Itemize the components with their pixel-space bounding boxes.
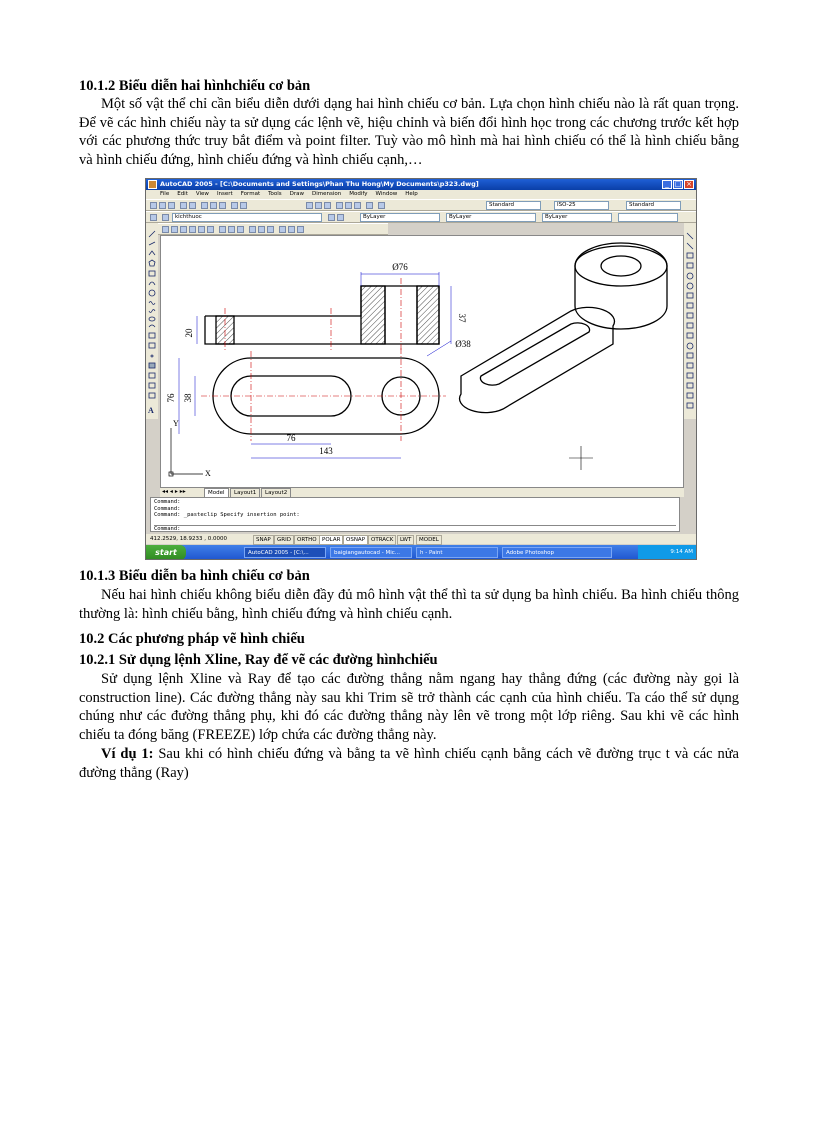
menu-help[interactable]: Help [405, 191, 418, 197]
dim-143: 143 [319, 446, 333, 456]
open-icon[interactable] [159, 202, 166, 209]
command-line: Command: [154, 505, 181, 512]
polar-toggle[interactable]: POLAR [319, 535, 343, 545]
tool-palette-icon[interactable] [354, 202, 361, 209]
snap-toggle[interactable]: SNAP [253, 535, 274, 545]
dim-text-edit-icon[interactable] [288, 226, 295, 233]
draw-tool-icons[interactable] [146, 223, 158, 419]
menu-edit[interactable]: Edit [177, 191, 188, 197]
aligned-dim-icon[interactable] [171, 226, 178, 233]
dim-edit-icon[interactable] [279, 226, 286, 233]
dim-20: 20 [184, 328, 194, 338]
ucs-y-label: Y [173, 419, 179, 428]
design-center-icon[interactable] [345, 202, 352, 209]
taskbar-autocad[interactable]: AutoCAD 2005 - [C:\... [244, 547, 326, 558]
system-tray [638, 545, 696, 560]
ucs-x-label: X [205, 469, 211, 478]
menu-draw[interactable]: Draw [289, 191, 305, 197]
tab-nav-arrows-icon[interactable]: ◂◂ ◂ ▸ ▸▸ [162, 488, 186, 495]
coordinates-readout: 412.2529, 18.9233 , 0.0000 [150, 536, 227, 542]
dim-38-left: 38 [183, 393, 193, 403]
undo-icon[interactable] [231, 202, 238, 209]
baseline-dim-icon[interactable] [228, 226, 235, 233]
copy-icon[interactable] [210, 202, 217, 209]
tab-model[interactable]: Model [204, 488, 229, 498]
redo-icon[interactable] [240, 202, 247, 209]
cut-icon[interactable] [201, 202, 208, 209]
pan-icon[interactable] [306, 202, 313, 209]
quick-dim-icon[interactable] [219, 226, 226, 233]
dim-style-combo[interactable]: ISO-25 [554, 201, 609, 210]
lightbulb-icon [162, 214, 169, 221]
diameter-dim-icon[interactable] [198, 226, 205, 233]
standard-toolbar [146, 199, 696, 211]
paragraph-10-2-1: Sử dụng lệnh Xline và Ray để tạo các đường thẳng nằm ngang hay thẳng đứng (các đường này gọi là construction line). Các đường thẳng này sau khi Trim sẽ trở thành các cạnh của hình chiếu. Ta cáo thể sử dụng chúng như các đường thẳng phụ, khi đó các đường thẳng này lên vẽ trong một lớp riêng. Sau khi vẽ các hình chiếu ta đóng băng (FREEZE) lớp chứa các đường thẳng này. [79, 671, 739, 743]
clock: 9:14 AM [670, 549, 693, 555]
dim-38-diameter: Ø38 [455, 339, 471, 349]
tab-layout2[interactable]: Layout2 [261, 488, 291, 498]
markup-icon[interactable] [366, 202, 373, 209]
command-line: Command: [154, 525, 676, 533]
plotstyle-combo[interactable] [618, 213, 678, 222]
autocad-window-title: AutoCAD 2005 - [C:\Documents and Settings\Phan Thu Hong\My Documents\p323.dwg] [160, 180, 479, 188]
menu-window[interactable]: Window [375, 191, 398, 197]
leader-icon[interactable] [249, 226, 256, 233]
layer-combo[interactable]: kichthuoc [172, 213, 322, 222]
text-style-combo[interactable]: Standard [486, 201, 541, 210]
ucs-icon [169, 428, 203, 476]
angular-dim-icon[interactable] [207, 226, 214, 233]
center-mark-icon[interactable] [267, 226, 274, 233]
grid-toggle[interactable]: GRID [274, 535, 294, 545]
autocad-app-icon [148, 180, 157, 189]
menu-file[interactable]: File [160, 191, 170, 197]
menu-insert[interactable]: Insert [216, 191, 233, 197]
tab-layout1[interactable]: Layout1 [230, 488, 260, 498]
radius-dim-icon[interactable] [189, 226, 196, 233]
continue-dim-icon[interactable] [237, 226, 244, 233]
menu-dimension[interactable]: Dimension [312, 191, 342, 197]
heading-10-1-3: 10.1.3 Biểu diễn ba hình chiếu cơ bản [79, 568, 310, 584]
modify-tool-icons[interactable] [684, 223, 696, 419]
example-text: Sau khi có hình chiếu đứng và bằng ta vẽ hình chiếu cạnh bằng cách vẽ đường trục t và các nửa đường thẳng (Ray) [79, 746, 739, 781]
table-style-combo[interactable]: Standard [626, 201, 681, 210]
model-toggle[interactable]: MODEL [416, 535, 442, 545]
menu-format[interactable]: Format [240, 191, 261, 197]
dim-76-top: Ø76 [392, 262, 408, 272]
taskbar-photoshop[interactable]: Adobe Photoshop [502, 547, 612, 558]
properties-icon[interactable] [336, 202, 343, 209]
command-line: Command: [154, 499, 181, 505]
text-style-icon [378, 202, 385, 209]
drawing-canvas[interactable] [160, 235, 684, 488]
draw-toolbar [146, 223, 158, 419]
example-label: Ví dụ 1: [101, 746, 154, 762]
status-bar [146, 534, 696, 544]
layer-manager-icon[interactable] [150, 214, 157, 221]
color-combo[interactable]: ByLayer [360, 213, 440, 222]
menu-modify[interactable]: Modify [349, 191, 368, 197]
otrack-toggle[interactable]: OTRACK [368, 535, 396, 545]
cad-drawing [161, 236, 683, 487]
zoom-window-icon[interactable] [324, 202, 331, 209]
command-line: Command: _pasteclip Specify insertion point: [154, 512, 300, 518]
example-1 [79, 745, 739, 782]
menu-bar [146, 190, 696, 199]
command-window[interactable] [150, 497, 680, 532]
paragraph-10-1-2: Một số vật thể chỉ cần biểu diễn dưới dạng hai hình chiếu cơ bản. Lựa chọn hình chiếu nào là rất quan trọng. Để vẽ các hình chiếu này ta sử dụng các lệnh vẽ, hiệu chỉnh và biến đổi hình học trong các chương trước kết hợp với các phương thức truy bắt điểm và point filter. Tuỳ vào mô hình mà hai hình chiếu có thể là hình chiếu bằng và hình chiếu đứng, hình chiếu đứng và hình chiếu cạnh,… [79, 96, 739, 168]
modify-toolbar [684, 223, 696, 419]
maximize-button[interactable]: □ [674, 180, 682, 188]
dim-76-bottom: 76 [286, 433, 296, 443]
lwt-toggle[interactable]: LWT [397, 535, 414, 545]
make-current-icon[interactable] [328, 214, 335, 221]
linear-dim-icon[interactable] [162, 226, 169, 233]
heading-10-2-1: 10.2.1 Sử dụng lệnh Xline, Ray để vẽ các đường hìnhchiếu [79, 652, 438, 668]
windows-taskbar [146, 545, 696, 560]
crosshair-cursor [569, 446, 593, 470]
osnap-toggle[interactable]: OSNAP [343, 535, 368, 545]
dim-37: 37 [457, 313, 467, 323]
taskbar-word[interactable]: baigiangautocad - Mic... [330, 547, 412, 558]
svg-text:A: A [148, 406, 154, 415]
zoom-icon[interactable] [315, 202, 322, 209]
layers-toolbar [146, 211, 696, 223]
autocad-title-bar [146, 179, 696, 190]
save-icon[interactable] [168, 202, 175, 209]
close-button[interactable]: × [684, 180, 694, 189]
dim-76-left: 76 [166, 393, 176, 403]
linetype-combo[interactable]: ByLayer [446, 213, 536, 222]
taskbar-paint[interactable]: h - Paint [416, 547, 498, 558]
dimension-toolbar [158, 223, 388, 235]
preview-icon[interactable] [189, 202, 196, 209]
menu-view[interactable]: View [195, 191, 209, 197]
layer-previous-icon[interactable] [337, 214, 344, 221]
tolerance-icon[interactable] [258, 226, 265, 233]
layout-tabs [160, 488, 684, 497]
dim-update-icon[interactable] [297, 226, 304, 233]
heading-10-2: 10.2 Các phương pháp vẽ hình chiếu [79, 631, 305, 647]
lineweight-combo[interactable]: ByLayer [542, 213, 612, 222]
plot-icon[interactable] [180, 202, 187, 209]
heading-10-1-2: 10.1.2 Biểu diễn hai hìnhchiếu cơ bản [79, 78, 311, 94]
ordinate-dim-icon[interactable] [180, 226, 187, 233]
ortho-toggle[interactable]: ORTHO [294, 535, 320, 545]
minimize-button[interactable]: _ [662, 180, 672, 189]
start-button[interactable]: start [146, 545, 186, 560]
new-icon[interactable] [150, 202, 157, 209]
paragraph-10-1-3: Nếu hai hình chiếu không biểu diễn đầy đủ mô hình vật thể thì ta sử dụng ba hình chiếu. Ba hình chiếu thông thường là: hình chiếu bằng, hình chiếu đứng và hình chiếu cạnh. [79, 587, 739, 622]
paste-icon[interactable] [219, 202, 226, 209]
autocad-screenshot [145, 178, 697, 560]
menu-tools[interactable]: Tools [268, 191, 282, 197]
